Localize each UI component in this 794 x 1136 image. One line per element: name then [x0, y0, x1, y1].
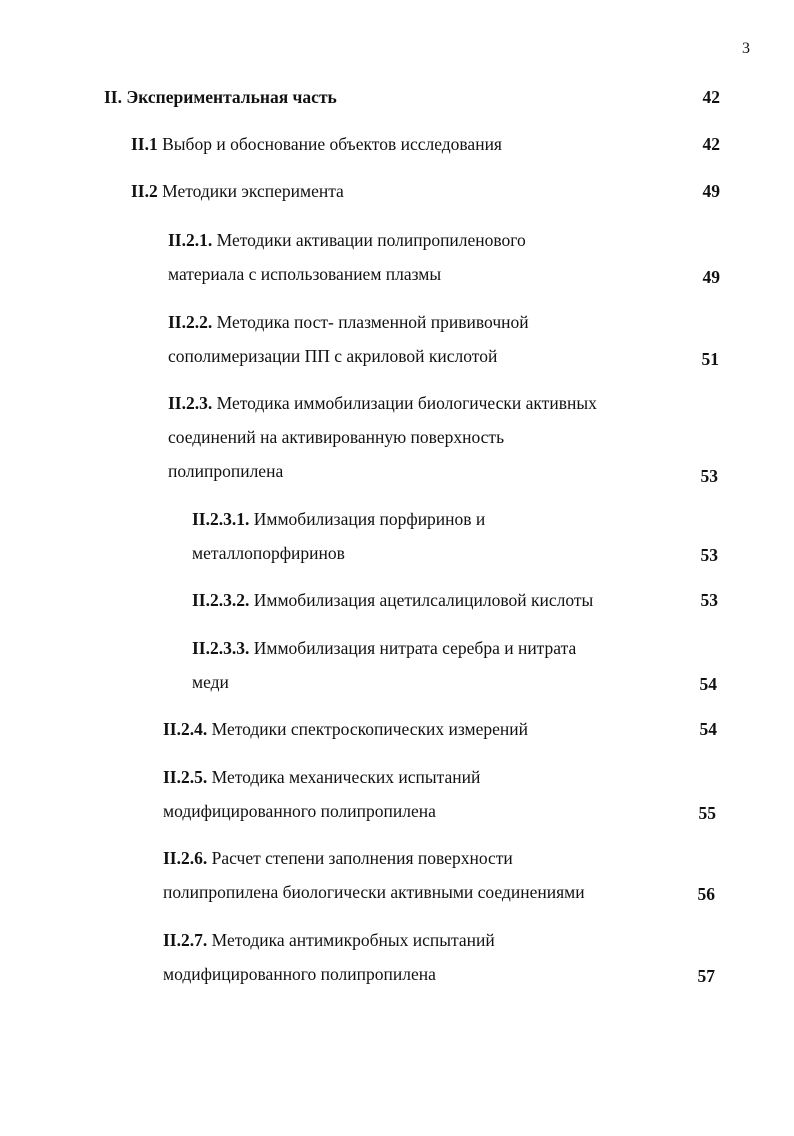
toc-entry-ii-2-5	[163, 760, 480, 828]
toc-number: II.1	[131, 134, 158, 154]
toc-number: II.2.2.	[168, 312, 213, 332]
toc-number: II.2.1.	[168, 230, 213, 250]
toc-title-line: Методики активации полипропиленового	[216, 230, 526, 250]
toc-title-line: сополимеризации ПП с акриловой кислотой	[168, 346, 498, 366]
toc-title-line: Иммобилизация нитрата серебра и нитрата	[253, 638, 577, 658]
toc-title-line: Иммобилизация порфиринов и	[253, 509, 486, 529]
toc-title-line: материала с использованием плазмы	[168, 264, 442, 284]
toc-title-line: соединений на активированную поверхность	[168, 427, 505, 447]
toc-page-ii-2: 49	[702, 181, 720, 201]
toc-title-line: модифицированного полипропилена	[163, 964, 436, 984]
toc-title-line: Методика антимикробных испытаний	[211, 930, 495, 950]
toc-page-ii-2-6: 56	[697, 884, 715, 904]
toc-title-line: меди	[192, 672, 229, 692]
toc-entry-ii-2-3	[168, 386, 597, 488]
toc-page-ii-2-5: 55	[698, 803, 716, 823]
toc-title-line: полипропилена	[168, 461, 284, 481]
toc-page-ii-2-3-2: 53	[700, 590, 718, 610]
toc-title-line: металлопорфиринов	[192, 543, 345, 563]
toc-page-ii-2-4: 54	[699, 719, 717, 739]
toc-title-line: Методики спектроскопических измерений	[211, 719, 528, 739]
toc-number: II.2.3.	[168, 393, 213, 413]
page-number: 3	[742, 40, 750, 57]
toc-page-ii-2-1: 49	[702, 267, 720, 287]
toc-title-line: полипропилена биологически активными соединениями	[163, 882, 585, 902]
toc-entry-ii-2-3-2	[192, 583, 593, 617]
toc-number: II.2	[131, 181, 158, 201]
toc-entry-ii-2-3-3	[192, 631, 576, 699]
toc-title-line: Методика иммобилизации биологически активных	[216, 393, 597, 413]
toc-entry-ii-2-6	[163, 841, 585, 909]
toc-title-line: Методика пост- плазменной прививочной	[216, 312, 529, 332]
toc-entry-ii-2	[131, 174, 344, 208]
toc-page-ii-1: 42	[702, 134, 720, 154]
toc-entry-ii-2-7	[163, 923, 495, 991]
toc-number: II.2.3.3.	[192, 638, 250, 658]
toc-entry-ii	[104, 80, 337, 114]
toc-title-line: Иммобилизация ацетилсалициловой кислоты	[253, 590, 594, 610]
toc-entry-ii-2-2	[168, 305, 529, 373]
toc-number: II.2.6.	[163, 848, 208, 868]
toc-title-line: модифицированного полипропилена	[163, 801, 436, 821]
toc-title-line: Выбор и обоснование объектов исследования	[162, 134, 502, 154]
toc-entry-ii-2-1	[168, 223, 526, 291]
toc-page-ii-2-7: 57	[697, 966, 715, 986]
toc-page-ii-2-2: 51	[701, 349, 719, 369]
toc-number: II.2.7.	[163, 930, 208, 950]
toc-title-line: Расчет степени заполнения поверхности	[211, 848, 513, 868]
toc-page-ii-2-3: 53	[700, 466, 718, 486]
toc-entry-ii-2-3-1	[192, 502, 485, 570]
toc-number: II.2.3.1.	[192, 509, 250, 529]
toc-number: II.2.3.2.	[192, 590, 250, 610]
toc-title-line: II. Экспериментальная часть	[104, 87, 337, 107]
toc-page-ii-2-3-1: 53	[700, 545, 718, 565]
toc-title-line: Методика механических испытаний	[211, 767, 481, 787]
toc-page-ii-2-3-3: 54	[699, 674, 717, 694]
toc-number: II.2.4.	[163, 719, 208, 739]
toc-page-ii: 42	[702, 87, 720, 107]
toc-entry-ii-1	[131, 127, 502, 161]
toc-entry-ii-2-4	[163, 712, 528, 746]
toc-number: II.2.5.	[163, 767, 208, 787]
toc-title-line: Методики эксперимента	[162, 181, 344, 201]
